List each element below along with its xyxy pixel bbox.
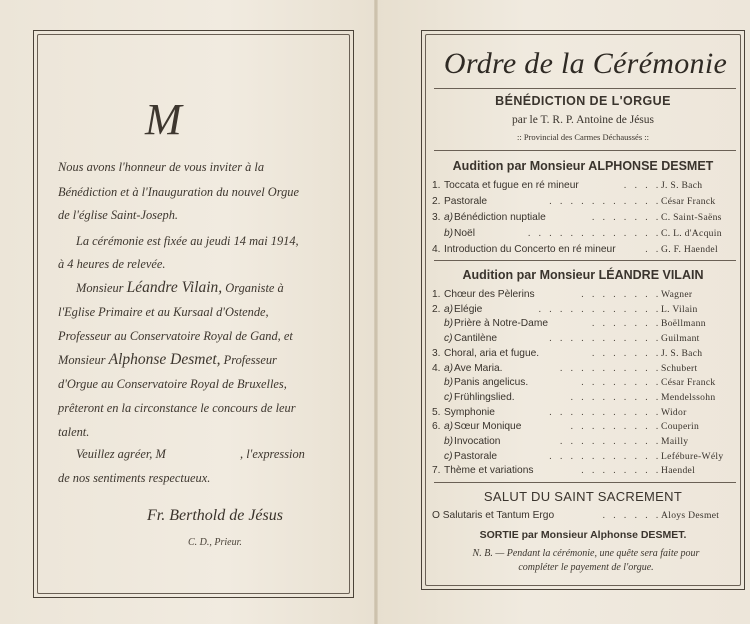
row-leader-dots: . . . . . . . . . . — [559, 436, 661, 447]
row-leader-dots: . . . . . . . . . . . — [549, 450, 661, 462]
row-title: Panis angelicus. — [454, 377, 529, 389]
note-line: compléter le payement de l'orgue. — [518, 562, 654, 573]
vilain-line — [76, 279, 360, 297]
row-number: 5. — [432, 406, 441, 418]
row-leader-dots: . . . . . . . . — [581, 465, 661, 477]
row-leader-dots: . . . . . . . . — [581, 377, 661, 389]
row-composer: Haendel — [661, 465, 696, 477]
row-composer: Guilmant — [661, 333, 700, 345]
row-sub-letter: b) — [444, 436, 454, 447]
divider — [434, 482, 736, 483]
row-leader-dots: . . . . . . . — [591, 347, 661, 359]
row-sub-letter: a) — [444, 421, 454, 433]
officiant: par le T. R. P. Antoine de Jésus — [511, 114, 655, 126]
row-title: Prière à Notre-Dame — [454, 318, 548, 330]
row-leader-dots: . . . . . . . . . . — [559, 362, 661, 374]
program-row — [432, 363, 737, 377]
invitation-line: Bénédiction et à l'Inauguration du nouvel Orgue — [58, 185, 300, 199]
row-title: Pastorale — [454, 450, 498, 462]
salut-row — [432, 510, 737, 524]
closing-part-a: Veuillez agréer, M — [76, 447, 166, 461]
program-row — [432, 421, 737, 435]
row-composer: J. S. Bach — [661, 180, 703, 191]
row-sub-letter: a) — [444, 303, 454, 315]
row-title: Cantilène — [454, 333, 498, 345]
program-row — [432, 318, 737, 332]
row-leader-dots: . . . . . . . — [591, 318, 661, 330]
row-title: Ave Maria. — [454, 362, 503, 374]
invitation-line: Professeur au Conservatoire Royal de Gand, et — [58, 329, 293, 343]
program-row — [432, 348, 737, 362]
vilain-prefix: Monsieur — [76, 281, 124, 295]
program-row — [432, 407, 737, 421]
row-composer: Schubert — [661, 362, 698, 374]
row-composer: J. S. Bach — [661, 347, 703, 359]
row-title: Invocation — [454, 436, 501, 447]
program-row — [432, 196, 737, 210]
desmet-prefix: Monsieur — [58, 353, 106, 367]
row-leader-dots: . . . . . . . . . — [570, 421, 661, 433]
row-title: Noël — [454, 228, 475, 239]
invitation-line: La cérémonie est fixée au jeudi 14 mai 1914, — [76, 234, 299, 248]
row-number: 3. — [432, 347, 441, 359]
row-composer: Lefébure-Wély — [661, 450, 724, 462]
closing-line — [76, 447, 360, 462]
salut-dots: . . . . . . — [602, 510, 661, 521]
row-leader-dots: . . . . . . . . — [581, 289, 661, 300]
row-title: Symphonie — [444, 406, 495, 418]
invitation-line: de l'église Saint-Joseph. — [58, 208, 178, 222]
row-number: 6. — [432, 421, 441, 433]
row-leader-dots: . . — [645, 244, 661, 255]
row-sub-letter: c) — [444, 450, 453, 462]
salut-item: O Salutaris et Tantum Ergo — [432, 510, 555, 521]
row-composer: César Franck — [661, 377, 716, 389]
row-composer: Wagner — [661, 289, 693, 300]
row-title: Chœur des Pèlerins — [444, 289, 535, 300]
row-number: 1. — [432, 180, 441, 191]
row-title: Thème et variations — [444, 465, 534, 477]
program-row — [432, 436, 737, 450]
program-row — [432, 289, 737, 303]
row-title: Bénédiction nuptiale — [454, 212, 546, 223]
row-sub-letter: b) — [444, 377, 454, 389]
invitation-line: de nos sentiments respectueux. — [58, 471, 211, 485]
desmet-line — [58, 351, 342, 369]
row-leader-dots: . . . . . . . . . . . . — [538, 303, 661, 315]
row-leader-dots: . . . . — [623, 180, 661, 191]
row-composer: C. L. d'Acquin — [661, 228, 722, 239]
salut-composer: Aloys Desmet — [661, 510, 720, 521]
row-sub-letter: a) — [444, 212, 454, 223]
row-sub-letter: c) — [444, 391, 453, 403]
row-sub-letter: b) — [444, 318, 454, 330]
desmet-suffix: Professeur — [223, 353, 277, 367]
row-composer: Mendelssohn — [661, 391, 716, 403]
audition2-heading: Audition par Monsieur LÉANDRE VILAIN — [462, 268, 704, 282]
row-leader-dots: . . . . . . . . . . . — [549, 406, 661, 418]
row-number: 3. — [432, 212, 441, 223]
row-number: 7. — [432, 465, 441, 477]
row-composer: C. Saint-Saëns — [661, 212, 722, 223]
row-leader-dots: . . . . . . . . . . . . . — [527, 228, 661, 239]
row-sub-letter: c) — [444, 333, 453, 345]
row-title: Toccata et fugue en ré mineur — [444, 180, 579, 191]
row-composer: Boëllmann — [661, 318, 706, 330]
vilain-name: Léandre Vilain, — [126, 279, 223, 296]
program-row — [432, 377, 737, 391]
row-number: 4. — [432, 244, 441, 255]
program-row — [432, 180, 737, 194]
invitation-line: talent. — [58, 425, 90, 439]
desmet-name: Alphonse Desmet, — [108, 351, 221, 368]
signature-title: C. D., Prieur. — [188, 537, 242, 548]
row-number: 2. — [432, 303, 441, 315]
row-composer: César Franck — [661, 196, 716, 207]
row-leader-dots: . . . . . . . . . . . — [549, 196, 661, 207]
divider — [434, 260, 736, 261]
salut-heading: SALUT DU SAINT SACREMENT — [483, 489, 683, 504]
program-row — [432, 212, 737, 226]
row-number: 1. — [432, 289, 441, 300]
row-sub-letter: a) — [444, 362, 454, 374]
row-title: Introduction du Concerto en ré mineur — [444, 244, 616, 255]
row-composer: L. Vilain — [661, 303, 698, 315]
benediction-heading: BÉNÉDICTION DE L'ORGUE — [495, 94, 671, 108]
note-line: N. B. — Pendant la cérémonie, une quête sera faite pour — [472, 548, 700, 559]
row-composer: Widor — [661, 406, 687, 418]
signature: Fr. Berthold de Jésus — [147, 507, 283, 524]
row-leader-dots: . . . . . . . — [591, 212, 661, 223]
row-title: Choral, aria et fugue. — [444, 347, 540, 359]
row-leader-dots: . . . . . . . . . . . — [549, 333, 661, 345]
program-row — [432, 304, 737, 318]
invitation-line: l'Eglise Primaire et au Kursaal d'Ostende, — [58, 305, 269, 319]
row-composer: Couperin — [661, 421, 700, 433]
row-title: Sœur Monique — [454, 421, 522, 433]
row-title: Pastorale — [444, 196, 488, 207]
vilain-suffix: Organiste à — [225, 281, 284, 295]
invitation-line: prêteront en la circonstance le concours de leur — [58, 401, 296, 415]
sortie-line: SORTIE par Monsieur Alphonse DESMET. — [479, 529, 687, 541]
program-row — [432, 465, 737, 479]
row-leader-dots: . . . . . . . . . — [570, 391, 661, 403]
page-fold — [374, 0, 378, 624]
row-sub-letter: b) — [444, 228, 454, 239]
program-row — [432, 228, 737, 242]
program-title: Ordre de la Cérémonie — [443, 47, 728, 80]
invitation-line: à 4 heures de relevée. — [58, 257, 166, 271]
program-row — [432, 392, 737, 406]
program-row — [432, 333, 737, 347]
program-row — [432, 244, 737, 258]
row-number: 2. — [432, 196, 441, 207]
row-title: Frühlingslied. — [454, 391, 515, 403]
invitation-line: d'Orgue au Conservatoire Royal de Bruxelles, — [58, 377, 287, 391]
divider — [434, 150, 736, 151]
officiant-role: :: Provincial des Carmes Déchaussés :: — [517, 132, 649, 142]
row-composer: G. F. Haendel — [661, 244, 718, 255]
audition1-heading: Audition par Monsieur ALPHONSE DESMET — [452, 159, 714, 173]
row-composer: Mailly — [661, 436, 689, 447]
row-number: 4. — [432, 362, 441, 374]
program-row — [432, 451, 737, 465]
salutation: M — [145, 95, 182, 144]
invitation-line: Nous avons l'honneur de vous inviter à la — [58, 160, 265, 174]
closing-part-b: , l'expression — [240, 447, 305, 461]
row-title: Elégie — [454, 303, 483, 315]
divider — [434, 88, 736, 89]
